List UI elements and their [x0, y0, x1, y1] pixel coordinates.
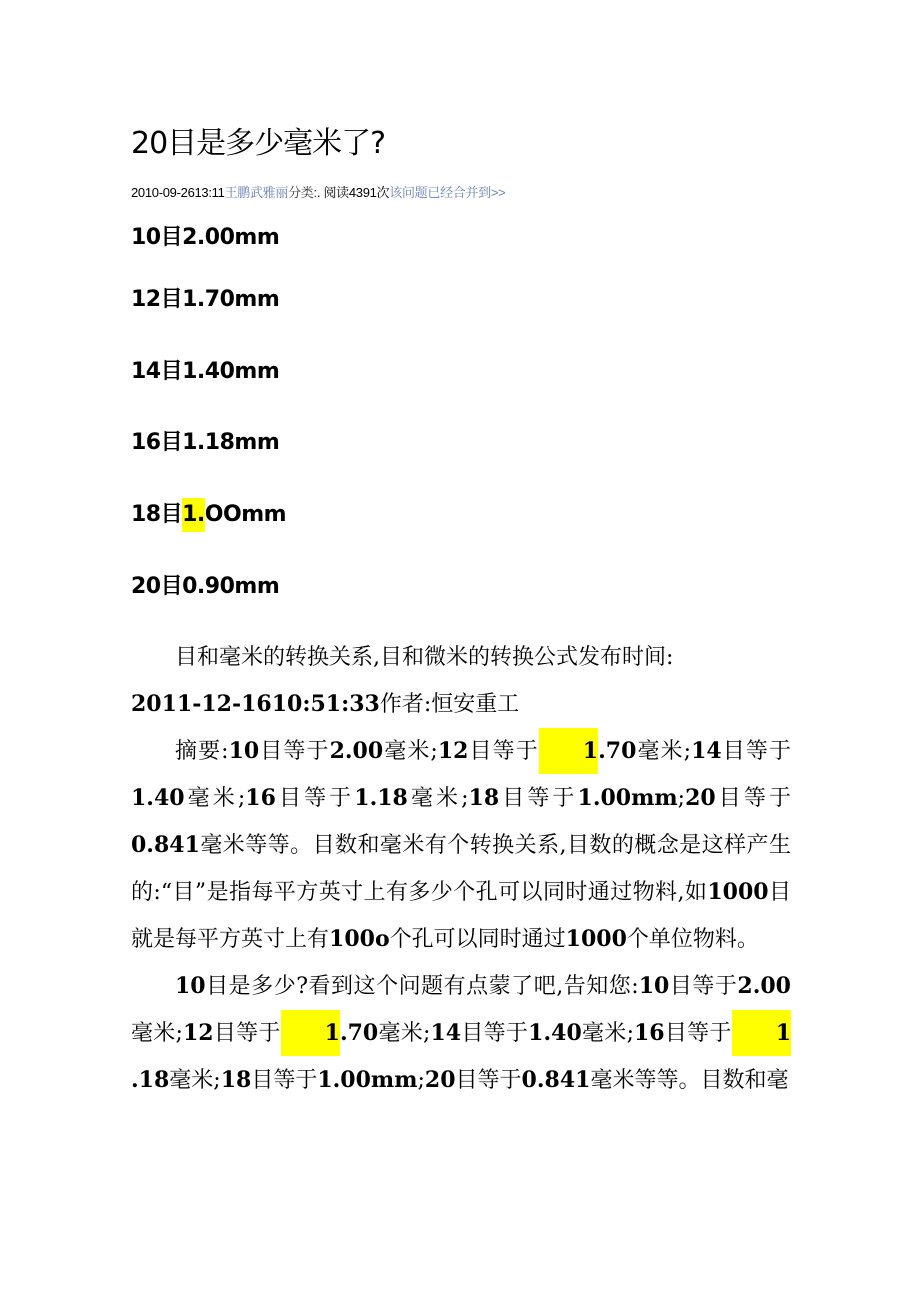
article-byline	[131, 681, 791, 728]
number: 1000	[565, 926, 627, 952]
number: 1.40	[528, 1020, 582, 1046]
number: 18	[220, 1067, 252, 1093]
second-paragraph	[131, 963, 791, 1104]
text: 个单位物料。	[626, 927, 759, 952]
mesh-row	[131, 425, 279, 456]
mesh-size: 1.70mm	[182, 287, 280, 312]
mesh-count: 16目	[131, 430, 183, 455]
number: 18	[468, 785, 500, 811]
text: 目等于	[461, 1021, 529, 1046]
page-title: 20目是多少毫米了?	[131, 126, 386, 161]
number: .70	[339, 1020, 379, 1046]
number: 20	[424, 1067, 456, 1093]
highlighted-text: 1.	[182, 498, 205, 532]
text: 目等于	[259, 739, 330, 764]
number: 2.00	[737, 973, 791, 999]
merge-link[interactable]: 该问题已经合并到>>	[389, 185, 506, 200]
text: ;	[677, 786, 686, 811]
text: 目等于	[664, 1021, 732, 1046]
text: 毫米;	[184, 786, 246, 811]
text: 目等于	[715, 786, 791, 811]
number: 1000	[707, 879, 769, 905]
category-value: .	[316, 185, 321, 200]
mesh-count: 20目	[131, 574, 183, 599]
number: 12	[437, 738, 469, 764]
text: 毫米等等。目数和毫米有个转换关系,目数的概念是这样产生的:“目”是指每平方英寸上有多少个孔可以同时通过物料,如	[131, 833, 791, 905]
number: 1.00mm	[577, 785, 678, 811]
text: 目等于	[721, 739, 791, 764]
highlighted-text: 1	[539, 728, 598, 774]
text: ;	[417, 1068, 425, 1093]
text: 毫米;	[378, 1021, 431, 1046]
mesh-row	[131, 282, 279, 313]
text: 毫米;	[131, 1021, 183, 1046]
number: 100o	[329, 926, 390, 952]
post-datetime: 2010-09-2613:11	[131, 185, 225, 200]
number: 10	[638, 973, 670, 999]
mesh-size: 0.90mm	[182, 574, 280, 599]
number: 12	[182, 1020, 214, 1046]
article-body	[131, 634, 791, 1104]
mesh-size: 1.40mm	[182, 359, 280, 384]
author-label: 作者:	[379, 692, 432, 717]
publish-datetime: 2011-12-1610:51:33	[131, 691, 380, 717]
mesh-size: 1.18mm	[182, 430, 280, 455]
number: 16	[245, 785, 276, 811]
number: 14	[691, 738, 722, 764]
mesh-count: 12目	[131, 287, 183, 312]
text: 目就是每平方英寸上有	[131, 880, 791, 952]
mesh-row	[131, 497, 286, 532]
text: 毫米等等。目数和毫	[590, 1068, 789, 1093]
summary-paragraph	[131, 728, 791, 963]
number: 1.00mm	[317, 1067, 418, 1093]
author-link[interactable]: 王鹏武雅丽	[224, 185, 289, 200]
summary-label: 摘要:	[175, 739, 229, 764]
read-count: 阅读4391次	[323, 185, 390, 200]
author-name: 恒安重工	[431, 692, 520, 717]
text: 个孔可以同时通过	[389, 927, 566, 952]
category-label: 分类:	[288, 185, 317, 200]
mesh-size: 2.00mm	[182, 225, 280, 250]
text: 目等于	[669, 974, 738, 999]
number: 10	[175, 973, 206, 999]
highlighted-text: 1	[732, 1010, 791, 1056]
mesh-count: 18目	[131, 502, 183, 527]
number: 10	[228, 738, 260, 764]
number: 1.40	[131, 785, 185, 811]
number: 14	[430, 1020, 462, 1046]
highlighted-text: 1	[281, 1010, 340, 1056]
number: .70	[598, 738, 637, 764]
text: 目等于	[499, 786, 578, 811]
number: 0.841	[131, 832, 200, 858]
mesh-count: 14目	[131, 359, 183, 384]
number: 2.00	[329, 738, 384, 764]
article-heading: 目和毫米的转换关系,目和微米的转换公式发布时间:	[175, 645, 674, 670]
text: 毫米;	[636, 739, 692, 764]
text: 目等于	[213, 1021, 281, 1046]
number: 1.18	[354, 785, 408, 811]
post-meta	[131, 182, 505, 201]
number: 20	[685, 785, 716, 811]
mesh-size: OOmm	[204, 502, 287, 527]
text: 毫米;	[581, 1021, 634, 1046]
text: 目等于	[468, 739, 539, 764]
number: .18	[131, 1067, 170, 1093]
text: 目等于	[455, 1068, 522, 1093]
number: 16	[633, 1020, 665, 1046]
text: 目等于	[251, 1068, 318, 1093]
mesh-row	[131, 569, 279, 600]
mesh-count: 10目	[131, 225, 183, 250]
mesh-row	[131, 354, 279, 385]
text: 目等于	[275, 786, 355, 811]
mesh-row	[131, 220, 279, 251]
number: 0.841	[521, 1067, 591, 1093]
text: 毫米;	[169, 1068, 221, 1093]
text: 目是多少?看到这个问题有点蒙了吧,告知您:	[205, 974, 639, 999]
text: 毫米;	[407, 786, 469, 811]
text: 毫米;	[383, 739, 438, 764]
